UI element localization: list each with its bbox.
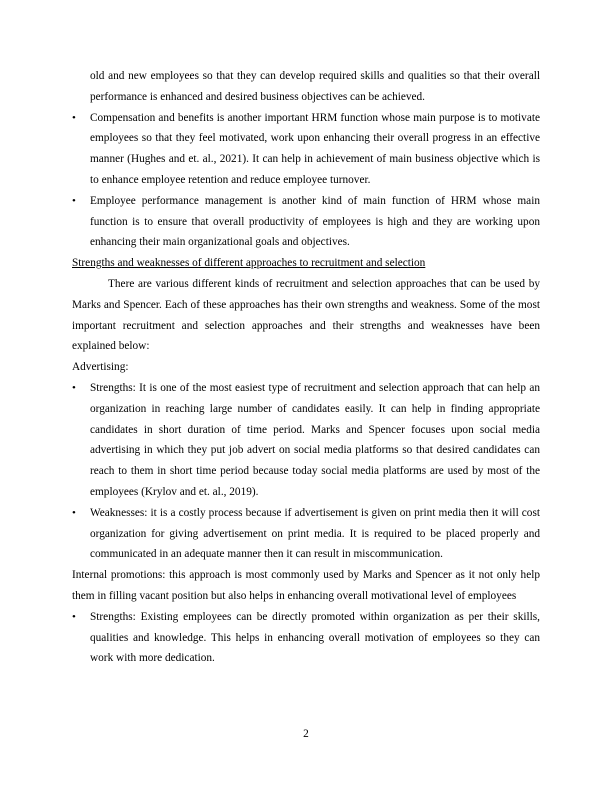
list-item — [72, 108, 540, 191]
page-body — [72, 66, 540, 669]
continuation-paragraph: old and new employees so that they can develop required skills and qualities so that their overall performance is enhanced and desired business objectives can be achieved. — [90, 70, 540, 103]
list-item-text: Employee performance management is another kind of main function of HRM whose main function is to ensure that overall productivity of employees is high and they are working upon enhancing their main organizational goals and objectives. — [90, 194, 540, 249]
list-item-text: Compensation and benefits is another important HRM function whose main purpose is to motivate employees so that they feel motivated, work upon enhancing their overall progress in an effective manner (Hughes and et. al., 2021). It can help in achievement of main business objective which is to enhance employee retention and reduce employee turnover. — [90, 111, 540, 186]
internal-promotions-list — [72, 607, 540, 669]
list-item-text: Strengths: Existing employees can be directly promoted within organization as per their skills, qualities and knowledge. This helps in enhancing overall motivation of employees so they can work with more dedication. — [90, 610, 540, 665]
bullet-icon: • — [72, 194, 76, 207]
list-item — [72, 191, 540, 253]
list-item-text: Weaknesses: it is a costly process because if advertisement is given on print media then it will cost organization for giving advertisement on print media. It is required to be placed properly and communicated in an adequate manner then it can result in miscommunication. — [90, 506, 540, 561]
list-item-text: Strengths: It is one of the most easiest type of recruitment and selection approach that can help an organization in reaching large number of candidates easily. It can help in finding appropriate candidates in short duration of time period. Marks and Spencer focuses upon social media advertising in which they put job advert on social media platforms so that desired candidates can reach to them in short time period because today social media platforms are used by most of the employees (Krylov and et. al., 2019). — [90, 381, 540, 498]
internal-promotions-paragraph: Internal promotions: this approach is most commonly used by Marks and Spencer as it not only help them in filling vacant position but also helps in enhancing overall motivational level of employees — [72, 569, 540, 602]
bullet-icon: • — [72, 381, 76, 394]
list-item — [72, 378, 540, 503]
bullet-icon: • — [72, 111, 76, 124]
intro-paragraph: There are various different kinds of recruitment and selection approaches that can be used by Marks and Spencer. Each of these approaches has their own strengths and weakness. Some of the most important recruitment and selection approaches and their strengths and weaknesses have been explained below: — [72, 277, 540, 353]
advertising-list — [72, 378, 540, 565]
bullet-icon: • — [72, 506, 76, 519]
bullet-icon: • — [72, 610, 76, 623]
list-item — [72, 503, 540, 565]
hrm-functions-list — [72, 108, 540, 254]
section-heading: Strengths and weaknesses of different approaches to recruitment and selection — [72, 257, 426, 270]
advertising-label: Advertising: — [72, 361, 129, 374]
list-item — [72, 607, 540, 669]
page-number: 2 — [303, 728, 309, 740]
